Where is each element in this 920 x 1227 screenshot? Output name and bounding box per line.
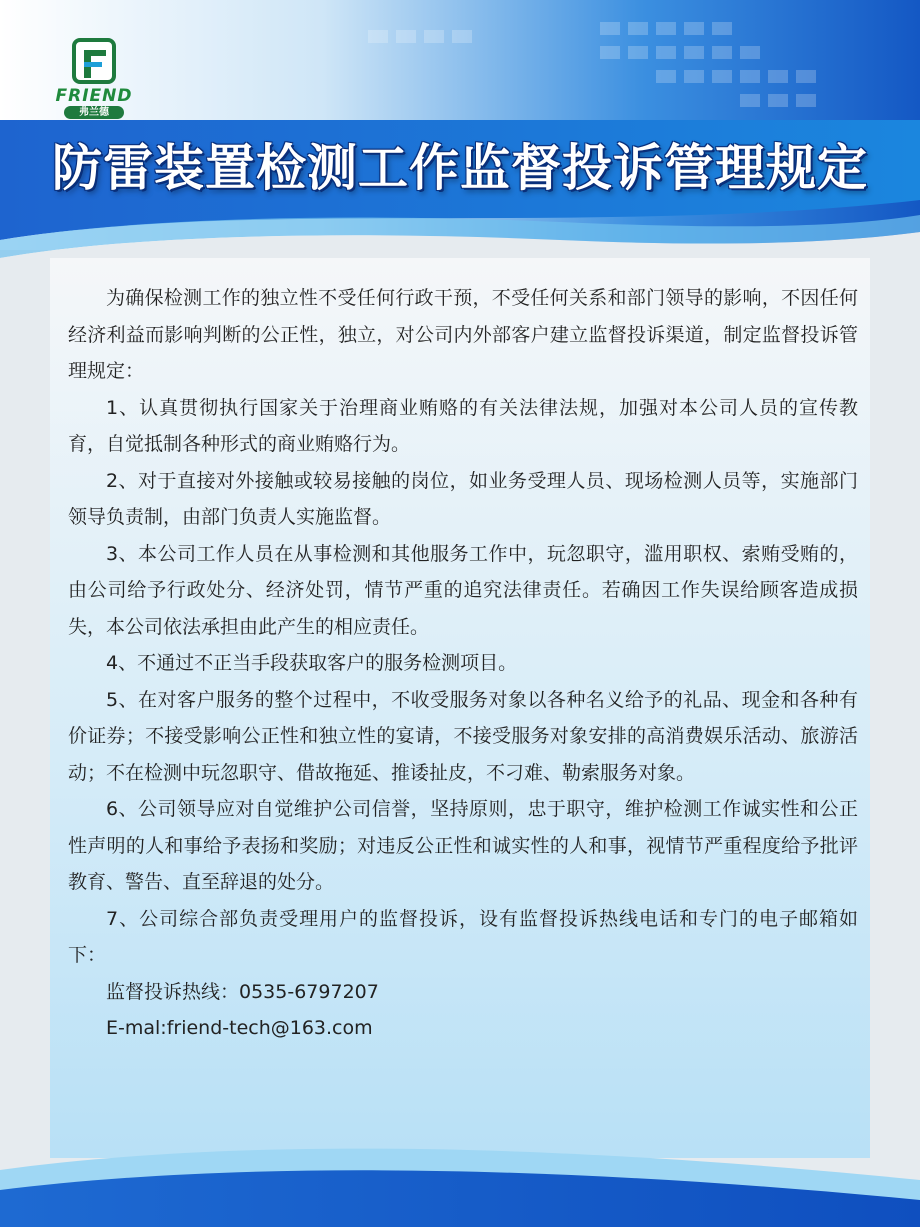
clause-5: 5、在对客户服务的整个过程中，不收受服务对象以各种名义给予的礼品、现金和各种有价证券；不接受影响公正性和独立性的宴请，不接受服务对象安排的高消费娱乐活动、旅游活动；不在检测中玩忽职守、借故拖延、推诿扯皮，不刁难、勒索服务对象。 [68, 688, 858, 784]
clause-4: 4、不通过不正当手段获取客户的服务检测项目。 [106, 652, 518, 674]
clause-1: 1、认真贯彻执行国家关于治理商业贿赂的有关法律法规，加强对本公司人员的宣传教育，自觉抵制各种形式的商业贿赂行为。 [68, 396, 858, 455]
company-logo [44, 38, 144, 120]
page-title: 防雷装置检测工作监督投诉管理规定 [52, 139, 868, 197]
email-line: E-mal:friend-tech@163.com [106, 1017, 373, 1039]
intro-paragraph: 为确保检测工作的独立性不受任何行政干预，不受任何关系和部门领导的影响，不因任何经济利益而影响判断的公正性，独立，对公司内外部客户建立监督投诉渠道，制定监督投诉管理规定： [68, 287, 858, 382]
clause-6: 6、公司领导应对自觉维护公司信誉，坚持原则，忠于职守，维护检测工作诚实性和公正性声明的人和事给予表扬和奖励；对违反公正性和诚实性的人和事，视情节严重程度给予批评教育、警告、直至辞退的处分。 [68, 798, 858, 893]
logo-chinese-name: 弗兰德 [64, 106, 124, 119]
hotline-line: 监督投诉热线：0535-6797207 [106, 980, 379, 1003]
logo-mark-icon [72, 38, 116, 84]
clause-2: 2、对于直接对外接触或较易接触的岗位，如业务受理人员、现场检测人员等，实施部门领导负责制，由部门负责人实施监督。 [68, 469, 858, 528]
clause-7: 7、公司综合部负责受理用户的监督投诉，设有监督投诉热线电话和专门的电子邮箱如下： [68, 907, 858, 966]
logo-wordmark: FRIEND [55, 86, 133, 106]
regulation-body [68, 280, 858, 1047]
clause-3: 3、本公司工作人员在从事检测和其他服务工作中，玩忽职守，滥用职权、索贿受贿的，由公司给予行政处分、经济处罚，情节严重的追究法律责任。若确因工作失误给顾客造成损失，本公司依法承担由此产生的相应责任。 [68, 542, 858, 638]
